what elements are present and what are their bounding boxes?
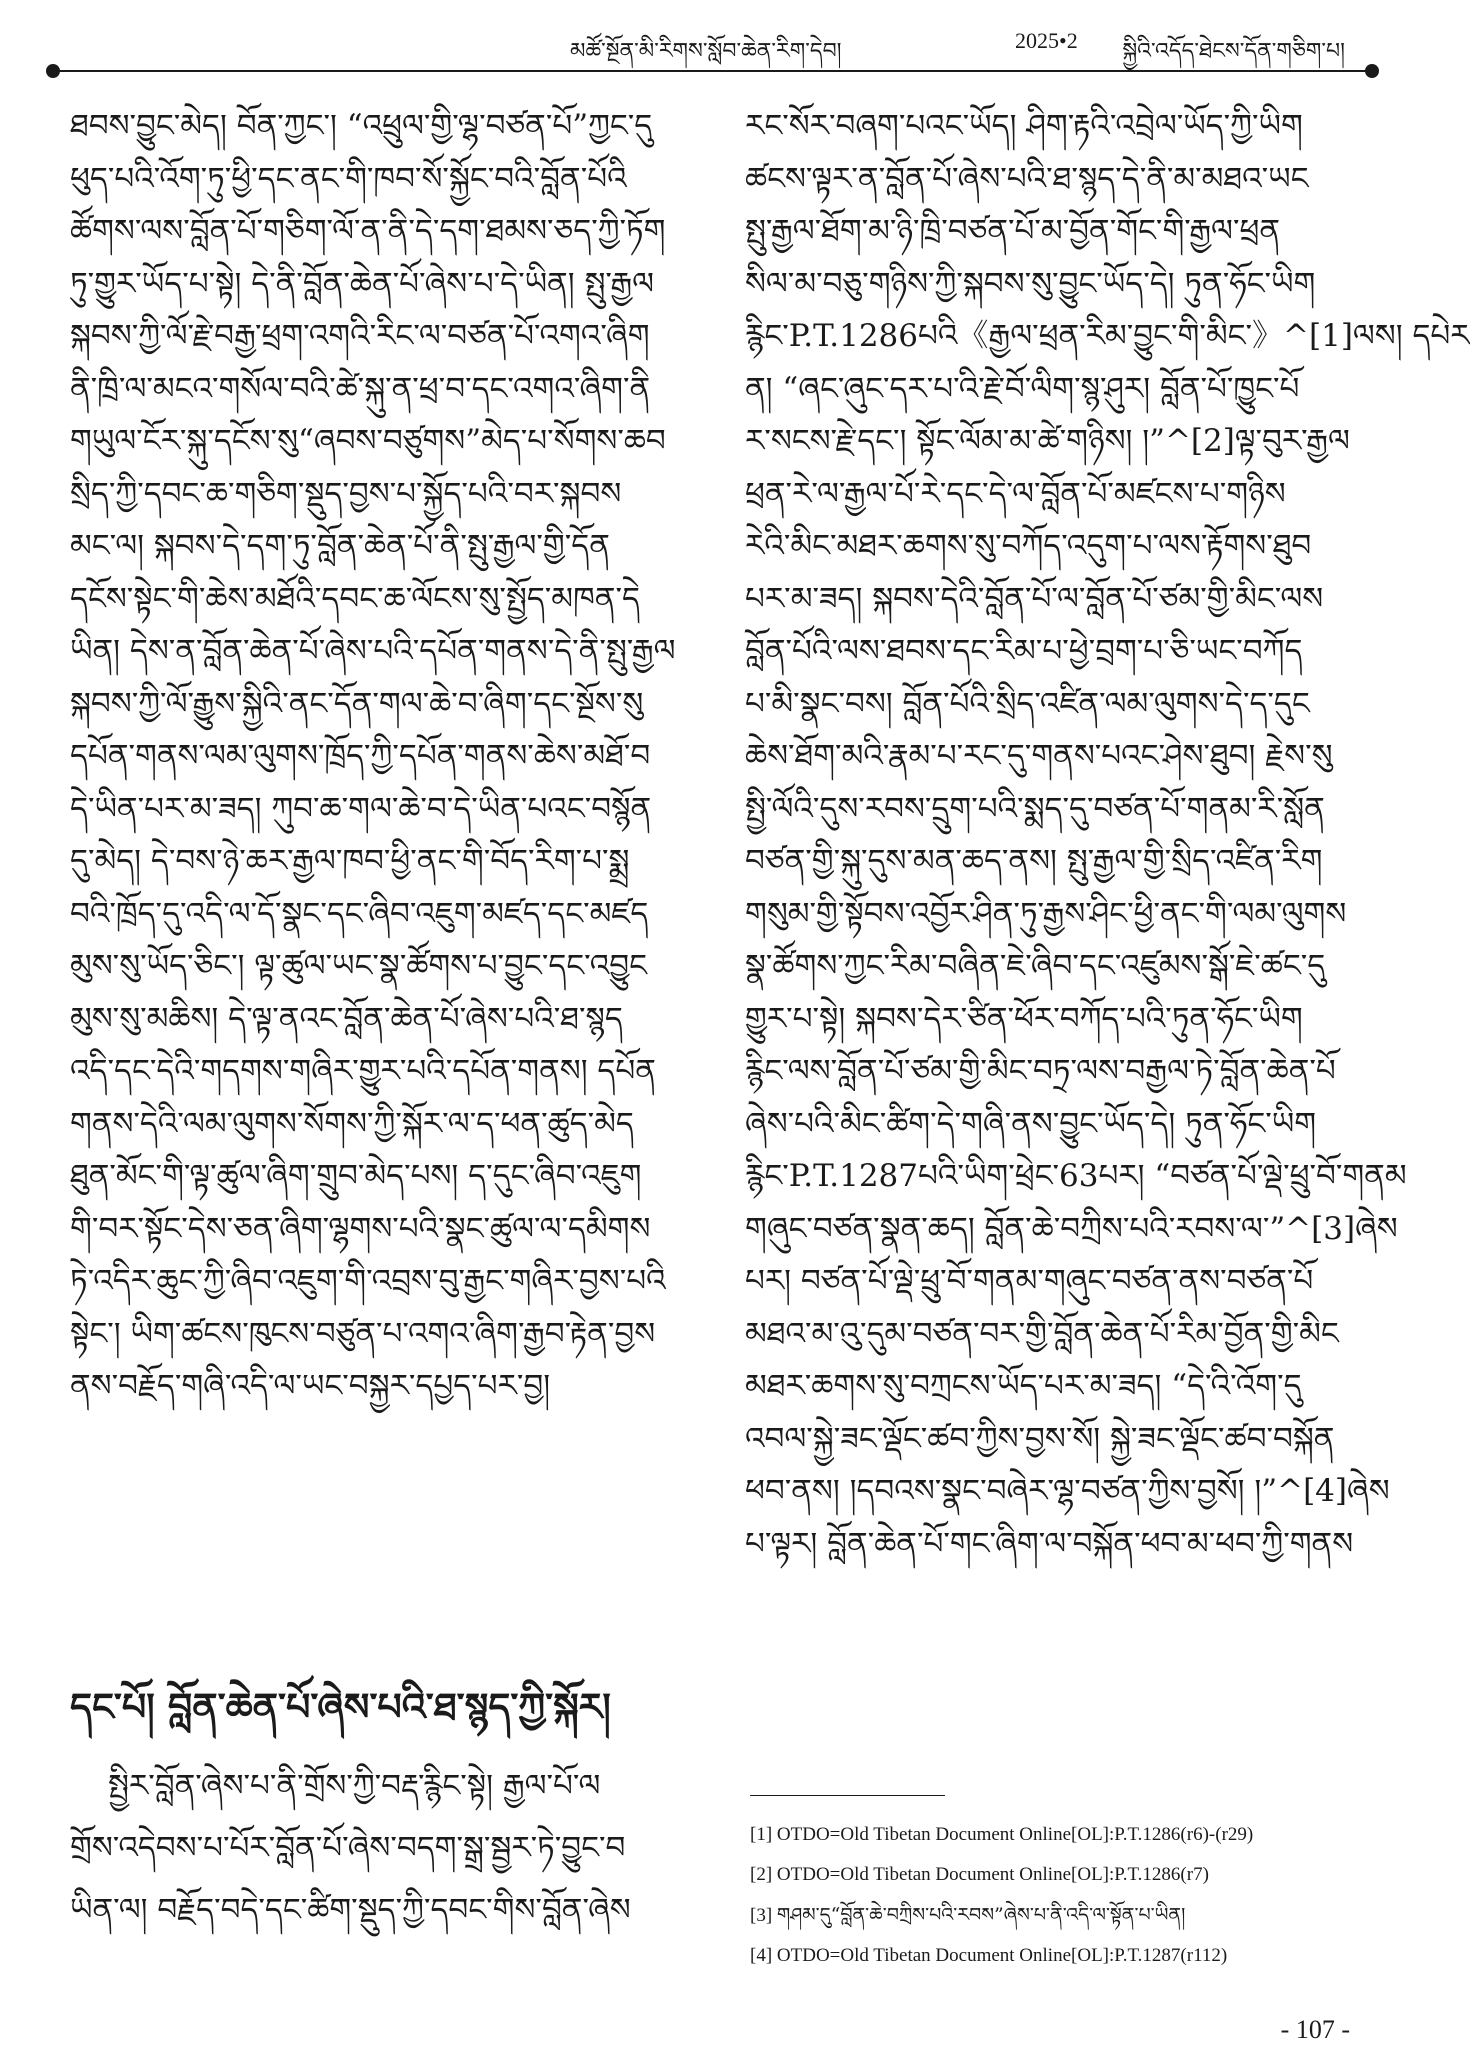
text-line: ཚོགས་ལས་བློན་པོ་གཅིག་ལོ་ན་ནི་དེ་དག་ཐམས་ཅད་ཀྱི་ཏོག (70, 213, 666, 249)
text-line: སྲིད་ཀྱི་དབང་ཆ་གཅིག་སྡུད་བྱས་པ་སྐྱོད་པའི་བར་སྐབས (70, 475, 622, 512)
footnote (750, 1815, 1350, 1855)
text-line: གཡུལ་ངོར་སྐུ་དངོས་སུ“ཞབས་བཙུགས”མེད་པ་སོགས་ཆབ (70, 423, 666, 459)
text-line: ན། “ཞང་ཞུང་དར་པ་འི་རྗེ་བོ་ལིག་སྙ་ཤུར། བློན་པོ་ཁྱུང་པོ (745, 370, 1300, 407)
text-line: མང་ལ། སྐབས་དེ་དག་ཏུ་བློན་ཆེན་པོ་ནི་སྤུ་རྒྱལ་གྱི་དོན (70, 528, 610, 564)
text-line: ཕུད་པའི་འོག་ཏུ་ཕྱི་དང་ནང་གི་ཁབ་སོ་སྐྱོང་བའི་བློན་པོའི (70, 160, 627, 197)
footnote-rule (750, 1795, 945, 1796)
footnote-text: OTDO=Old Tibetan Document Online[OL]:P.T.1286(r6)-(r29) (776, 1824, 1254, 1845)
text-line: དེ་ཡིན་པར་མ་ཟད། ཀུབ་ཆ་གལ་ཆེ་བ་དེ་ཡིན་པའང་བསྙོན (70, 790, 652, 827)
footnote (750, 1936, 1350, 1976)
text-line: མཐའ་མ་འུ་དུམ་བཙན་བར་གྱི་བློན་ཆེན་པོ་རིམ་བྱོན་གྱི་མིང (745, 1315, 1339, 1352)
text-line: བཙན་གྱི་སྐུ་དུས་མན་ཆད་ནས། སྤུ་རྒྱལ་གྱི་སྲིད་འཛིན་རིག (745, 843, 1323, 879)
article-title: སྐྱིའི་འདོད་ཐེངས་དོན་གཅིག་པ། (1122, 39, 1345, 64)
text-line: མཐར་ཆགས་སུ་བཀྲངས་ཡོད་པར་མ་ཟད། “དེ་འི་འོག་དུ (745, 1368, 1302, 1404)
text-line: སྟེང་། ཡིག་ཚངས་ཁུངས་བཙུན་པ་འགའ་ཞིག་རྒྱབ་རྟེན་བྱས (70, 1315, 656, 1352)
text-line: རང་སོར་བཞག་པའང་ཡོད། ཤིག་རྟའི་འབྲེལ་ཡོད་ཀྱི་ཡིག (745, 108, 1303, 144)
text-line: སྐབས་ཀྱི་ལོ་རྗེ་བརྒྱ་ཕྲག་འགའི་རིང་ལ་བཙན་པོ་འགའ་ཞིག (70, 318, 650, 354)
text-line: སྤྱིར་བློན་ཞེས་པ་ནི་གྲོས་ཀྱི་བརྡ་རྙིང་སྟེ། རྒྱལ་པོ་ལ (108, 1768, 601, 1804)
text-line: ཕབ་ནས། །དབའས་སྣང་བཞེར་ལྷ་བཙན་ཀྱིས་བྱསོ། །”^[4]ཞེས (745, 1473, 1390, 1509)
journal-title: མཚོ་སྔོན་མི་རིགས་སློབ་ཆེན་རིག་དེབ། (570, 39, 842, 64)
text-line: དཔོན་གནས་ལམ་ལུགས་ཁྲོད་ཀྱི་དཔོན་གནས་ཆེས་མཐོ་བ (70, 738, 651, 774)
header-rule-dot-right (1365, 64, 1379, 78)
text-line: ཚངས་ལྟར་ན་བློན་པོ་ཞེས་པའི་ཐ་སྙད་དེ་ནི་མ་མཐའ་ཡང (745, 160, 1309, 197)
text-line: སྤུ་རྒྱལ་ཐོག་མ་ཉི་ཁྲི་བཙན་པོ་མ་བྱོན་གོང་གི་རྒྱལ་ཕྲན (745, 213, 1280, 249)
text-line: གྱུར་པ་སྟེ། སྐབས་དེར་ཙིན་ཕོར་བཀོད་པའི་ཏུན་ཧོང་ཡིག (745, 1000, 1303, 1037)
left-column (70, 100, 690, 1413)
section-heading: དང་པོ། བློན་ཆེན་པོ་ཞེས་པའི་ཐ་སྙད་ཀྱི་སྐོར། (70, 1684, 611, 1729)
footnotes (750, 1815, 1350, 1976)
footnote-text: གཤམ་དུ“བློན་ཆེ་བཀྲིས་པའི་རབས”ཞེས་པ་ནི་འདི་ལ་སྟོན་པ་ཡིན། (776, 1904, 1186, 1926)
text-line: འབལ་སྐྱེ་ཟང་ལྡོང་ཚབ་ཀྱིས་བྱས་སོ། སྐྱེ་ཟང་ལྡོང་ཚབ་བསྐོན (745, 1420, 1335, 1457)
header-rule-dot-left (46, 64, 60, 78)
text-line: པ་མི་སྣང་བས། བློན་པོའི་སྲིད་འཛིན་ལམ་ལུགས་དེ་ད་དུང (745, 685, 1310, 722)
text-line: རེའི་མིང་མཐར་ཆགས་སུ་བཀོད་འདུག་པ་ལས་རྟོགས་ཐུབ (745, 528, 1312, 564)
text-line: པར། བཙན་པོ་ལྡེ་ཕྲུ་བོ་གནམ་གཞུང་བཙན་ནས་བཙན་པོ (745, 1263, 1314, 1299)
text-line: སྣ་ཚོགས་ཀྱང་རིམ་བཞིན་ཇེ་ཞིབ་དང་འཛུམས་སྒོ་ཇེ་ཚང་དུ (745, 948, 1326, 984)
text-line: སིལ་མ་བཅུ་གཉིས་ཀྱི་སྐབས་སུ་བྱུང་ཡོད་དེ། ཏུན་ཧོང་ཡིག (745, 265, 1316, 302)
text-line: དུ་མེད། དེ་བས་ཉེ་ཆར་རྒྱལ་ཁབ་ཕྱི་ནང་གི་བོད་རིག་པ་སྨྲ (70, 843, 630, 879)
left-paragraph-2 (70, 1755, 690, 1941)
text-line: གསུམ་གྱི་སྟོབས་འབྱོར་ཤིན་ཏུ་རྒྱས་ཤིང་ཕྱི་ནང་གི་ལམ་ལུགས (745, 895, 1347, 932)
text-line: རྙིང་ལས་བློན་པོ་ཙམ་གྱི་མིང་བཏྲ་ལས་བརྒྱལ་ཏེ་བློན་ཆེན་པོ (745, 1053, 1336, 1089)
right-column (745, 100, 1470, 1570)
page-number: - 107 - (1280, 2015, 1350, 2044)
running-header (50, 18, 1375, 66)
issue-number: 2025•2 (1015, 28, 1078, 53)
footnote-text: OTDO=Old Tibetan Document Online[OL]:P.T.1286(r7) (776, 1864, 1209, 1885)
text-line: གི་བར་སྟོང་དེས་ཅན་ཞིག་ལྷགས་པའི་སྣང་ཚུལ་ལ་དམིགས (70, 1210, 651, 1247)
text-line: ཐུན་མོང་གི་ལྟ་ཚུལ་ཞིག་གྲུབ་མེད་པས། ད་དུང་ཞིབ་འཇུག (70, 1158, 642, 1194)
footnote-number: [1] (750, 1824, 773, 1845)
footnote-text: OTDO=Old Tibetan Document Online[OL]:P.T.1287(r112) (776, 1945, 1228, 1966)
text-line: སྐབས་ཀྱི་ལོ་རྒྱུས་སྐྱིའི་ནང་དོན་གལ་ཆེ་བ་ཞིག་དང་སྔོས་སུ (70, 685, 644, 722)
footnote-number: [4] (750, 1945, 773, 1966)
text-line: གྲོས་འདེབས་པ་པོར་བློན་པོ་ཞེས་བདག་སྒྲ་སྦྱར་ཏེ་བྱུང་བ (70, 1830, 626, 1866)
header-rule (52, 70, 1373, 72)
footnote (750, 1895, 1350, 1936)
text-line: སྤྱི་ལོའི་དུས་རབས་དྲུག་པའི་སྨད་དུ་བཙན་པོ་གནམ་རི་སློན (745, 790, 1325, 827)
text-line: ཏེ་འདིར་ཆུང་ཀྱི་ཞིབ་འཇུག་གི་འབྲས་བུ་རྒྱང་གཞིར་བྱས་པའི (70, 1263, 666, 1299)
text-line: མུས་སུ་མཆིས། དེ་ལྟ་ནའང་བློན་ཆེན་པོ་ཞེས་པའི་ཐ་སྙད (70, 1000, 623, 1037)
text-line: འདི་དང་དེའི་གདགས་གཞིར་གྱུར་པའི་དཔོན་གནས། དཔོན (70, 1053, 656, 1089)
text-line: ནས་བརྗོད་གཞི་འདི་ལ་ཡང་བསྐྱར་དཔྱད་པར་བྱ། (70, 1368, 551, 1404)
text-line: རྙིང་P.T.1287པའི་ཡིག་ཕྲེང་63པར། “བཙན་པོ་ལྡེ་ཕྲུ་བོ་གནམ (745, 1158, 1407, 1194)
text-line: ཕྲན་རེ་ལ་རྒྱལ་པོ་རེ་དང་དེ་ལ་བློན་པོ་མཛངས་པ་གཉིས (745, 475, 1286, 512)
text-line: པ་ལྟར། བློན་ཆེན་པོ་གང་ཞིག་ལ་བསྐོན་ཕབ་མ་ཕབ་ཀྱི་གནས (745, 1525, 1354, 1562)
text-line: ཆེས་ཐོག་མའི་རྣམ་པ་རང་དུ་གནས་པའང་ཤེས་ཐུབ། རྗེས་སུ (745, 738, 1333, 774)
text-line: མུས་སུ་ཡོད་ཅིང་། ལྟ་ཚུལ་ཡང་སྣ་ཚོགས་པ་བྱུང་དང་འབྱུང (70, 948, 648, 984)
text-line: གནས་དེའི་ལམ་ལུགས་སོགས་ཀྱི་སྐོར་ལ་ད་ཕན་ཚུད་མེད (70, 1105, 634, 1142)
text-line: གཞུང་བཙན་སྣན་ཆད། བློན་ཆེ་བཀྲིས་པའི་རབས་ལ་”^[3]ཞེས (745, 1210, 1398, 1247)
text-line: དངོས་སྟེང་གི་ཆེས་མཐོའི་དབང་ཆ་ལོངས་སུ་སྤྱོད་མཁན་དེ (70, 580, 640, 617)
footnote-number: [2] (750, 1864, 773, 1885)
text-line: བའི་ཁྲོད་དུ་འདི་ལ་དོ་སྣང་དང་ཞིབ་འཇུག་མཛད་དང་མཛད (70, 895, 649, 932)
text-line: པར་མ་ཟད། སྐབས་དེའི་བློན་པོ་ལ་བློན་པོ་ཙམ་གྱི་མིང་ལས (745, 580, 1324, 617)
text-line: ནི་ཁྲི་ལ་མངའ་གསོལ་བའི་ཚེ་སྐུ་ན་ཕྲ་བ་དང་འགའ་ཞིག་ནི (70, 370, 651, 407)
text-line: རྙིང་P.T.1286པའི《རྒྱལ་ཕྲན་རིམ་བྱུང་གི་མིང་》^[1]ལས། དཔེར (745, 318, 1470, 354)
text-line: ཡིན། དེས་ན་བློན་ཆེན་པོ་ཞེས་པའི་དཔོན་གནས་དེ་ནི་སྤུ་རྒྱལ (70, 633, 676, 669)
text-line: བློན་པོའི་ལས་ཐབས་དང་རིམ་པ་ཕྱེ་བྲག་པ་ཅི་ཡང་བཀོད (745, 633, 1303, 669)
text-line: ཏུ་གྱུར་ཡོད་པ་སྟེ། དེ་ནི་བློན་ཆེན་པོ་ཞེས་པ་དེ་ཡིན། སྤུ་རྒྱལ (70, 265, 655, 302)
text-line: ཡིན་ལ། བརྗོད་བདེ་དང་ཚིག་སྡུད་ཀྱི་དབང་གིས་བློན་ཞེས (70, 1892, 631, 1928)
text-line: ཞེས་པའི་མིང་ཚིག་དེ་གཞི་ནས་བྱུང་ཡོད་དེ། ཏུན་ཧོང་ཡིག (745, 1105, 1317, 1142)
text-line: ར་སངས་རྗེ་དང་། སྟོང་ལོམ་མ་ཚེ་གཉིས། །”^[2]ལྟ་བུར་རྒྱལ (745, 423, 1350, 459)
footnote (750, 1855, 1350, 1895)
text-line: ཐབས་བྱུང་མེད། བོན་ཀྱང་། “འཕྲུལ་གྱི་ལྷ་བཙན་པོ”ཀྱང་དུ (70, 108, 653, 144)
footnote-number: [3] (750, 1905, 773, 1926)
